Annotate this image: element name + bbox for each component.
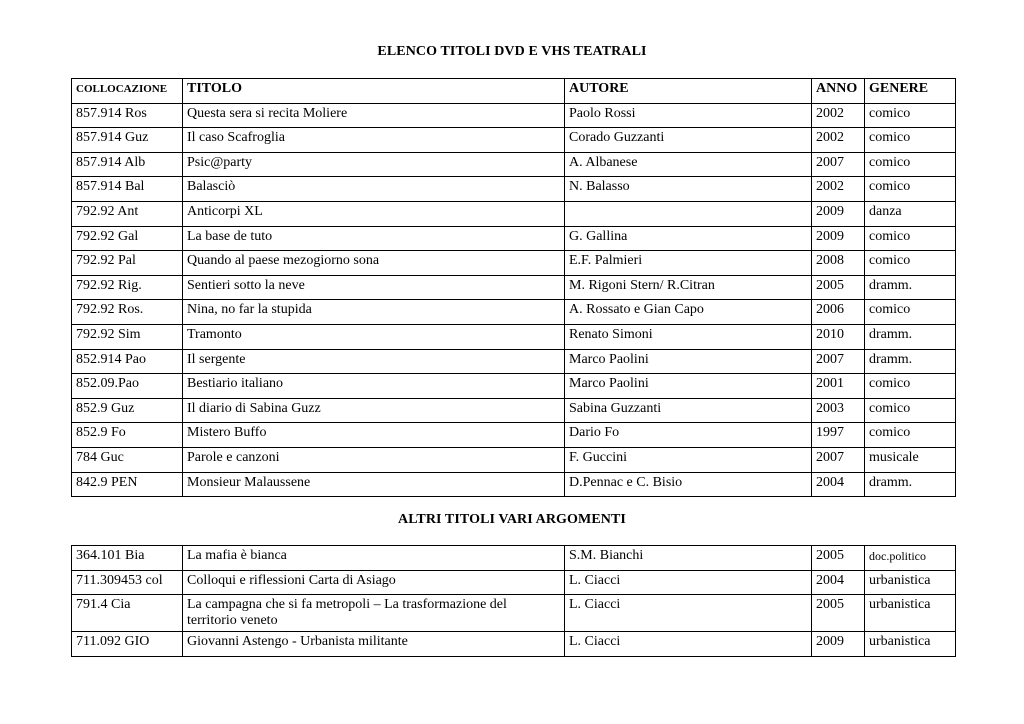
cell-titolo: Il sergente bbox=[183, 349, 565, 374]
table-row bbox=[72, 632, 956, 657]
cell-titolo: Bestiario italiano bbox=[183, 374, 565, 399]
cell-titolo: Parole e canzoni bbox=[183, 447, 565, 472]
cell-genere: comico bbox=[865, 374, 956, 399]
table-row bbox=[72, 251, 956, 276]
cell-titolo: Quando al paese mezogiorno sona bbox=[183, 251, 565, 276]
table-row bbox=[72, 177, 956, 202]
table-row bbox=[72, 595, 956, 632]
cell-autore: Dario Fo bbox=[565, 423, 812, 448]
table-row bbox=[72, 570, 956, 595]
cell-genere: musicale bbox=[865, 447, 956, 472]
cell-collocazione: 792.92 Ant bbox=[72, 201, 183, 226]
cell-autore: F. Guccini bbox=[565, 447, 812, 472]
table-row bbox=[72, 472, 956, 497]
cell-collocazione: 792.92 Gal bbox=[72, 226, 183, 251]
cell-collocazione: 857.914 Ros bbox=[72, 103, 183, 128]
cell-autore: N. Balasso bbox=[565, 177, 812, 202]
cell-titolo: Mistero Buffo bbox=[183, 423, 565, 448]
header-genere: GENERE bbox=[865, 79, 956, 104]
cell-autore: L. Ciacci bbox=[565, 570, 812, 595]
cell-anno: 1997 bbox=[812, 423, 865, 448]
cell-anno: 2007 bbox=[812, 152, 865, 177]
cell-anno: 2001 bbox=[812, 374, 865, 399]
cell-titolo: Balasciò bbox=[183, 177, 565, 202]
table-row bbox=[72, 546, 956, 571]
cell-collocazione: 857.914 Bal bbox=[72, 177, 183, 202]
cell-collocazione: 852.9 Fo bbox=[72, 423, 183, 448]
cell-collocazione: 792.92 Ros. bbox=[72, 300, 183, 325]
cell-genere: comico bbox=[865, 251, 956, 276]
cell-titolo: Monsieur Malaussene bbox=[183, 472, 565, 497]
cell-anno: 2007 bbox=[812, 349, 865, 374]
cell-collocazione: 792.92 Rig. bbox=[72, 275, 183, 300]
cell-titolo: La campagna che si fa metropoli – La trasformazione del territorio veneto bbox=[183, 595, 565, 632]
table-row bbox=[72, 128, 956, 153]
cell-genere: comico bbox=[865, 177, 956, 202]
cell-genere: urbanistica bbox=[865, 632, 956, 657]
table-row bbox=[72, 300, 956, 325]
cell-titolo: Colloqui e riflessioni Carta di Asiago bbox=[183, 570, 565, 595]
cell-titolo: Giovanni Astengo - Urbanista militante bbox=[183, 632, 565, 657]
cell-autore bbox=[565, 201, 812, 226]
cell-collocazione: 792.92 Pal bbox=[72, 251, 183, 276]
cell-genere: dramm. bbox=[865, 349, 956, 374]
cell-autore: A. Albanese bbox=[565, 152, 812, 177]
table-row bbox=[72, 324, 956, 349]
table-body bbox=[72, 546, 956, 657]
cell-collocazione: 852.9 Guz bbox=[72, 398, 183, 423]
table-row bbox=[72, 152, 956, 177]
other-titles-table bbox=[71, 545, 956, 657]
header-titolo: TITOLO bbox=[183, 79, 565, 104]
cell-autore: Paolo Rossi bbox=[565, 103, 812, 128]
cell-genere: comico bbox=[865, 398, 956, 423]
cell-anno: 2004 bbox=[812, 472, 865, 497]
cell-genere: comico bbox=[865, 103, 956, 128]
table-row bbox=[72, 374, 956, 399]
table-row bbox=[72, 349, 956, 374]
dvd-vhs-table bbox=[71, 78, 956, 497]
cell-anno: 2002 bbox=[812, 177, 865, 202]
table-row bbox=[72, 447, 956, 472]
cell-autore: Marco Paolini bbox=[565, 374, 812, 399]
cell-genere: urbanistica bbox=[865, 595, 956, 632]
cell-autore: Marco Paolini bbox=[565, 349, 812, 374]
cell-collocazione: 852.09.Pao bbox=[72, 374, 183, 399]
cell-anno: 2006 bbox=[812, 300, 865, 325]
cell-genere: comico bbox=[865, 423, 956, 448]
cell-titolo: La base de tuto bbox=[183, 226, 565, 251]
table-row bbox=[72, 398, 956, 423]
cell-anno: 2005 bbox=[812, 546, 865, 571]
cell-anno: 2009 bbox=[812, 226, 865, 251]
table-row bbox=[72, 423, 956, 448]
cell-collocazione: 857.914 Alb bbox=[72, 152, 183, 177]
cell-titolo: Il caso Scafroglia bbox=[183, 128, 565, 153]
cell-collocazione: 791.4 Cia bbox=[72, 595, 183, 632]
cell-anno: 2003 bbox=[812, 398, 865, 423]
cell-genere: doc.politico bbox=[865, 546, 956, 571]
cell-titolo: Questa sera si recita Moliere bbox=[183, 103, 565, 128]
section2-title: ALTRI TITOLI VARI ARGOMENTI bbox=[398, 512, 626, 527]
cell-anno: 2009 bbox=[812, 632, 865, 657]
cell-genere: comico bbox=[865, 128, 956, 153]
cell-collocazione: 364.101 Bia bbox=[72, 546, 183, 571]
cell-autore: Renato Simoni bbox=[565, 324, 812, 349]
cell-anno: 2008 bbox=[812, 251, 865, 276]
cell-genere: comico bbox=[865, 152, 956, 177]
cell-anno: 2005 bbox=[812, 595, 865, 632]
header-collocazione: COLLOCAZIONE bbox=[72, 79, 183, 104]
cell-collocazione: 852.914 Pao bbox=[72, 349, 183, 374]
cell-autore: S.M. Bianchi bbox=[565, 546, 812, 571]
cell-collocazione: 792.92 Sim bbox=[72, 324, 183, 349]
cell-titolo: La mafia è bianca bbox=[183, 546, 565, 571]
header-anno: ANNO bbox=[812, 79, 865, 104]
cell-autore: A. Rossato e Gian Capo bbox=[565, 300, 812, 325]
cell-titolo: Il diario di Sabina Guzz bbox=[183, 398, 565, 423]
section1-title: ELENCO TITOLI DVD E VHS TEATRALI bbox=[377, 44, 647, 59]
cell-autore: L. Ciacci bbox=[565, 632, 812, 657]
cell-genere: comico bbox=[865, 226, 956, 251]
cell-genere: urbanistica bbox=[865, 570, 956, 595]
table-body bbox=[72, 103, 956, 497]
cell-anno: 2009 bbox=[812, 201, 865, 226]
cell-genere: danza bbox=[865, 201, 956, 226]
cell-autore: M. Rigoni Stern/ R.Citran bbox=[565, 275, 812, 300]
cell-collocazione: 842.9 PEN bbox=[72, 472, 183, 497]
cell-collocazione: 857.914 Guz bbox=[72, 128, 183, 153]
cell-genere: dramm. bbox=[865, 275, 956, 300]
cell-collocazione: 711.092 GIO bbox=[72, 632, 183, 657]
table-row bbox=[72, 103, 956, 128]
cell-autore: E.F. Palmieri bbox=[565, 251, 812, 276]
cell-anno: 2007 bbox=[812, 447, 865, 472]
cell-titolo: Anticorpi XL bbox=[183, 201, 565, 226]
cell-genere: dramm. bbox=[865, 324, 956, 349]
table-row bbox=[72, 275, 956, 300]
cell-autore: L. Ciacci bbox=[565, 595, 812, 632]
cell-autore: Corado Guzzanti bbox=[565, 128, 812, 153]
cell-autore: D.Pennac e C. Bisio bbox=[565, 472, 812, 497]
cell-autore: G. Gallina bbox=[565, 226, 812, 251]
header-autore: AUTORE bbox=[565, 79, 812, 104]
cell-collocazione: 784 Guc bbox=[72, 447, 183, 472]
cell-anno: 2005 bbox=[812, 275, 865, 300]
table-row bbox=[72, 201, 956, 226]
cell-titolo: Psic@party bbox=[183, 152, 565, 177]
table-row bbox=[72, 226, 956, 251]
cell-genere: dramm. bbox=[865, 472, 956, 497]
cell-anno: 2002 bbox=[812, 103, 865, 128]
cell-anno: 2010 bbox=[812, 324, 865, 349]
cell-autore: Sabina Guzzanti bbox=[565, 398, 812, 423]
cell-titolo: Nina, no far la stupida bbox=[183, 300, 565, 325]
cell-anno: 2004 bbox=[812, 570, 865, 595]
cell-genere: comico bbox=[865, 300, 956, 325]
cell-anno: 2002 bbox=[812, 128, 865, 153]
cell-titolo: Sentieri sotto la neve bbox=[183, 275, 565, 300]
cell-titolo: Tramonto bbox=[183, 324, 565, 349]
table-header-row bbox=[72, 79, 956, 104]
cell-collocazione: 711.309453 col bbox=[72, 570, 183, 595]
